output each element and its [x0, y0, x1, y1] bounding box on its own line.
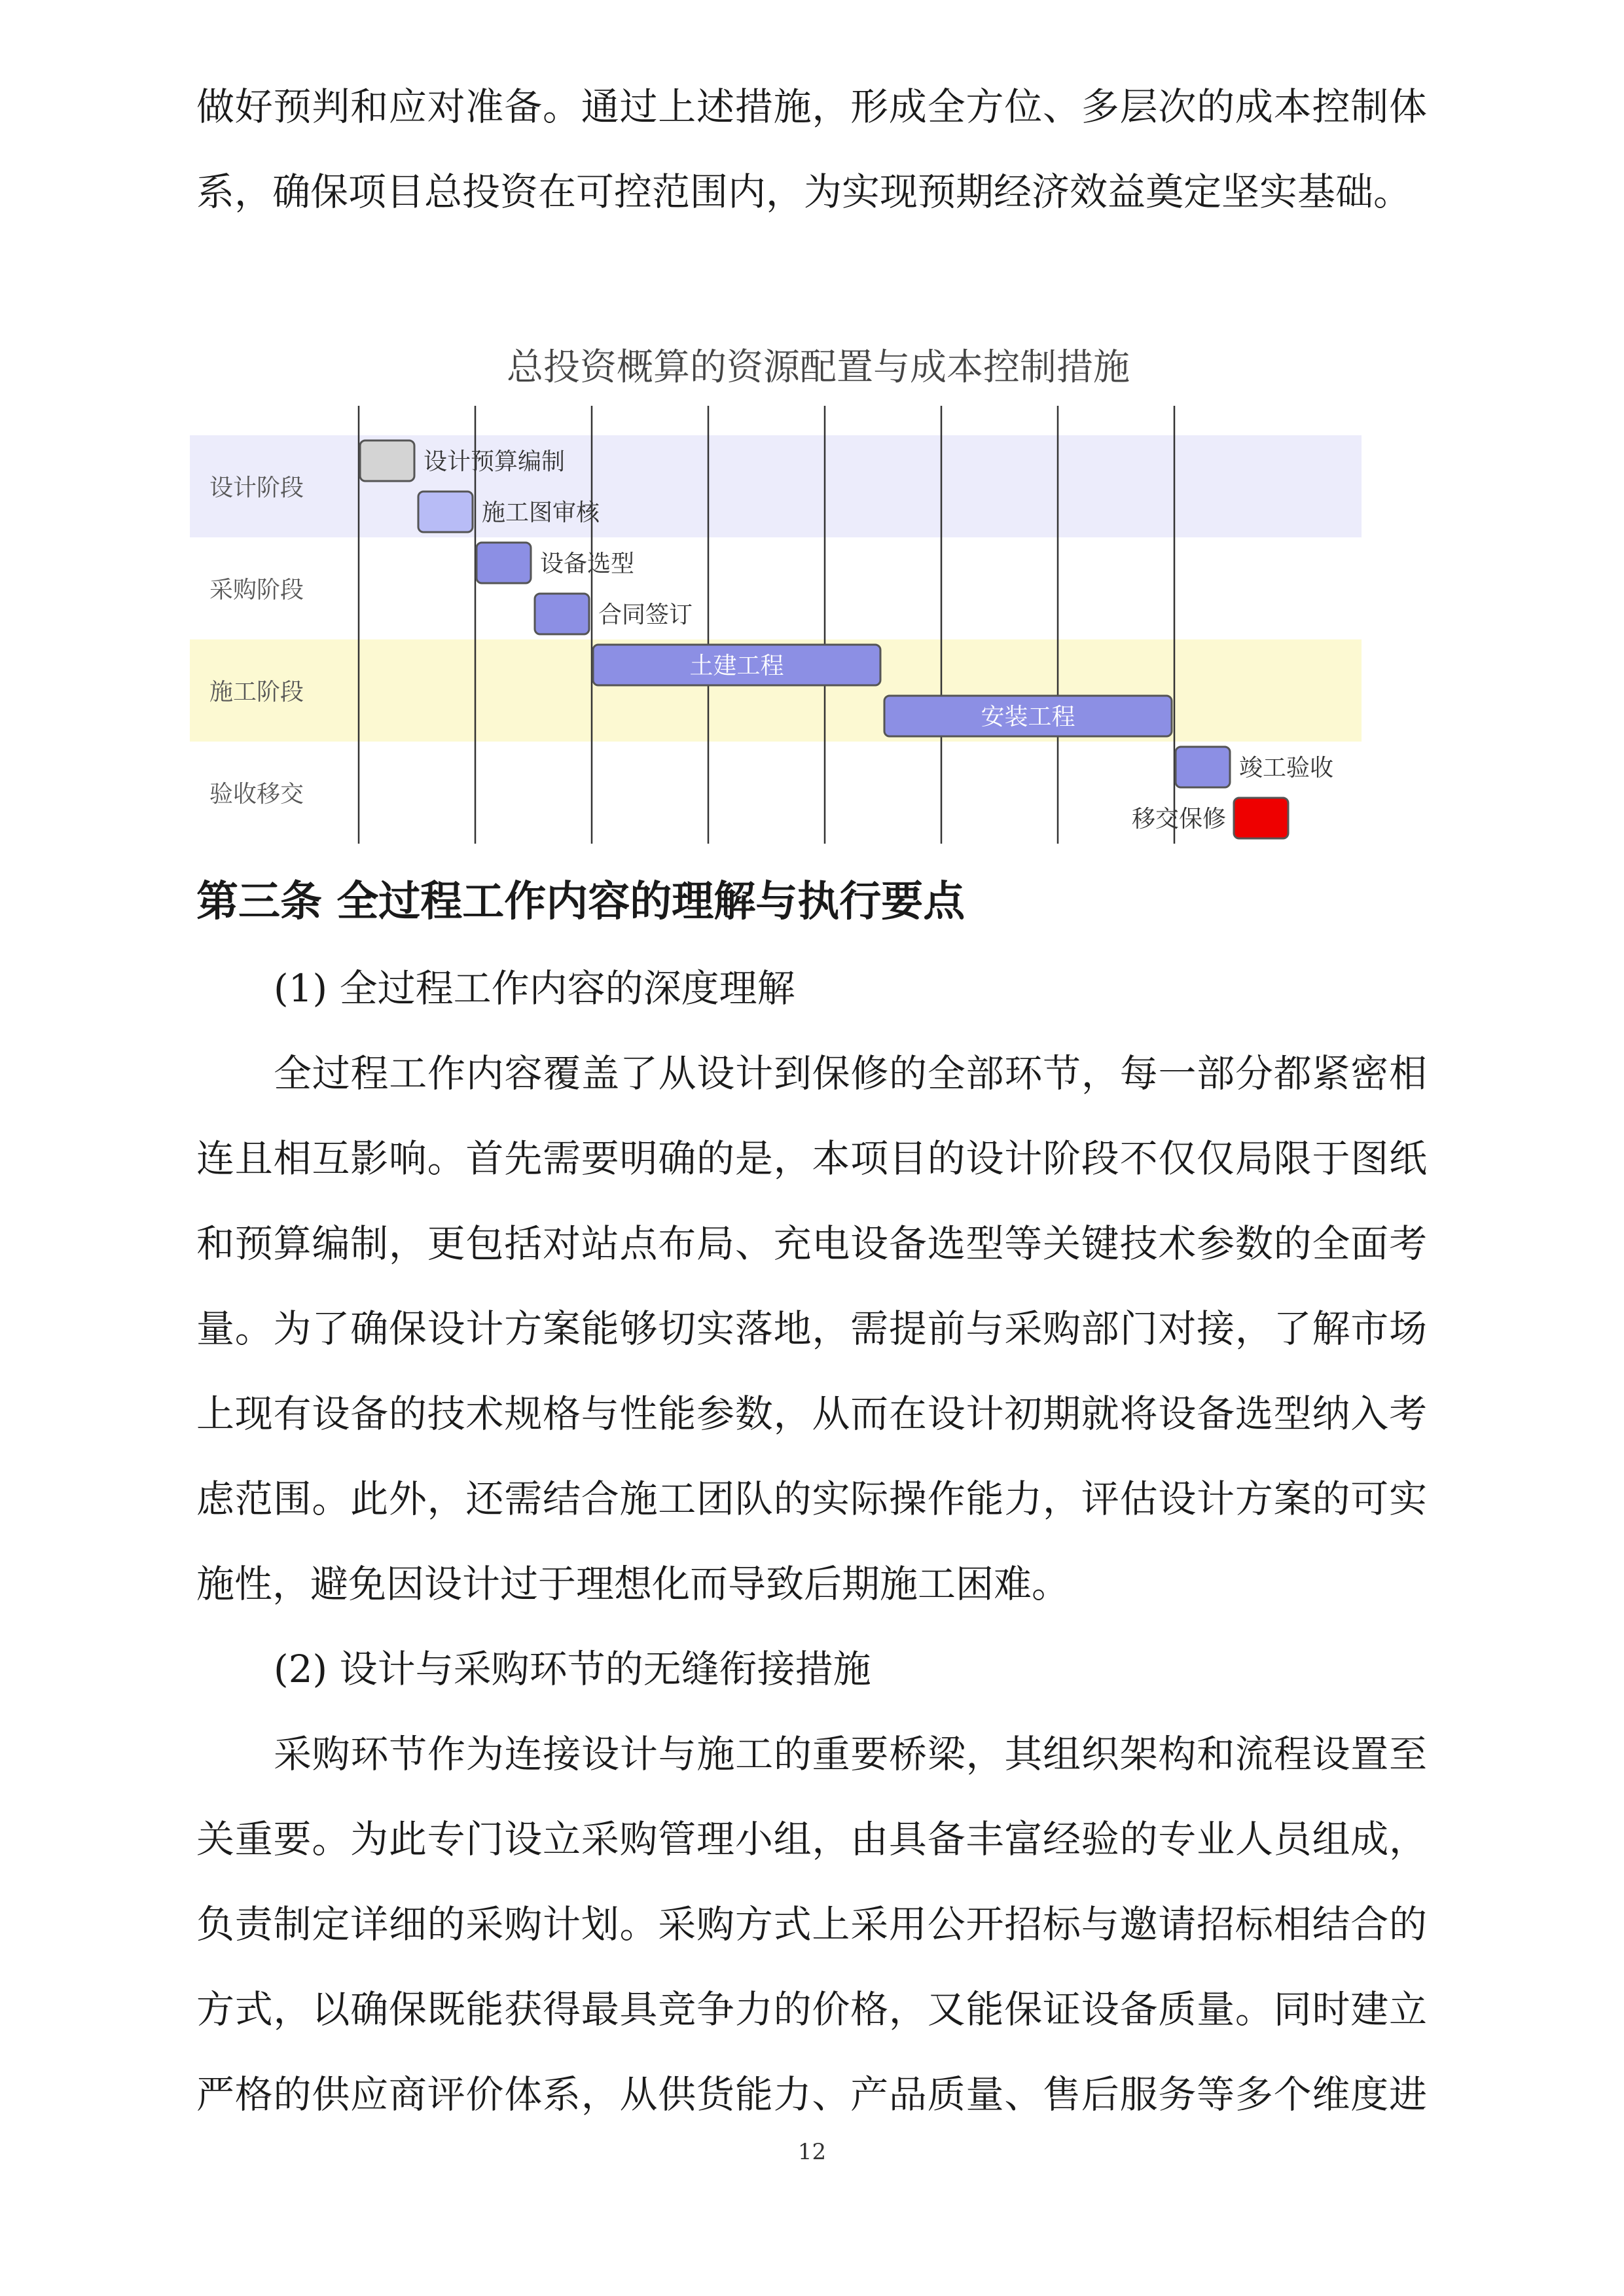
text-line: 上现有设备的技术规格与性能参数，从而在设计初期就将设备选型纳入考: [196, 1391, 1427, 1436]
task-label: 安装工程: [981, 704, 1075, 730]
gantt-chart: [190, 327, 1368, 851]
text-line: 负责制定详细的采购计划。采购方式上采用公开招标与邀请招标相结合的: [196, 1902, 1427, 1946]
page-number: 12: [797, 2139, 827, 2165]
text-line: 和预算编制，更包括对站点布局、充电设备选型等关键技术参数的全面考: [196, 1221, 1427, 1266]
lane-label: 设计阶段: [209, 475, 304, 501]
task-bar: [1234, 798, 1288, 838]
task-label: 土建工程: [689, 653, 784, 679]
lane-label: 采购阶段: [209, 577, 304, 603]
task-label: 竣工验收: [1239, 755, 1334, 781]
section-heading: 第三条 全过程工作内容的理解与执行要点: [196, 877, 965, 926]
task-bar: [535, 594, 589, 634]
task-bar: [418, 492, 473, 532]
text-line: 量。为了确保设计方案能够切实落地，需提前与采购部门对接，了解市场: [196, 1306, 1427, 1351]
text-line: 方式，以确保既能获得最具竞争力的价格，又能保证设备质量。同时建立: [196, 1987, 1427, 2032]
task-bar: [1176, 747, 1230, 787]
text-line: 严格的供应商评价体系，从供货能力、产品质量、售后服务等多个维度进: [196, 2072, 1427, 2117]
text-line: 系，确保项目总投资在可控范围内，为实现预期经济效益奠定坚实基础。: [196, 170, 1412, 214]
text-line: 做好预判和应对准备。通过上述措施，形成全方位、多层次的成本控制体: [196, 84, 1427, 129]
text-line: 采购环节作为连接设计与施工的重要桥梁，其组织架构和流程设置至: [274, 1732, 1427, 1776]
task-bar: [477, 543, 531, 583]
task-label: 施工图审核: [482, 499, 600, 526]
text-line: 连且相互影响。首先需要明确的是，本项目的设计阶段不仅仅局限于图纸: [196, 1136, 1427, 1181]
task-label: 合同签订: [598, 601, 693, 628]
task-bar: [360, 440, 414, 481]
task-label: 设计预算编制: [424, 448, 566, 475]
lane-background: [190, 537, 1362, 639]
lane-label: 验收移交: [209, 781, 304, 808]
lane-label: 施工阶段: [209, 679, 304, 706]
text-line: 关重要。为此专门设立采购管理小组，由具备丰富经验的专业人员组成，: [196, 1817, 1427, 1861]
text-line: 虑范围。此外，还需结合施工团队的实际操作能力，评估设计方案的可实: [196, 1477, 1427, 1521]
task-label: 设备选型: [540, 550, 635, 577]
text-line: 施性，避免因设计过于理想化而导致后期施工困难。: [196, 1562, 1070, 1606]
text-line: 全过程工作内容覆盖了从设计到保修的全部环节，每一部分都紧密相: [274, 1051, 1427, 1096]
task-label: 移交保修: [1131, 806, 1226, 833]
subsection-title-2: (2) 设计与采购环节的无缝衔接措施: [274, 1647, 871, 1691]
chart-title: 总投资概算的资源配置与成本控制措施: [507, 346, 1130, 389]
subsection-title-1: (1) 全过程工作内容的深度理解: [274, 966, 795, 1011]
